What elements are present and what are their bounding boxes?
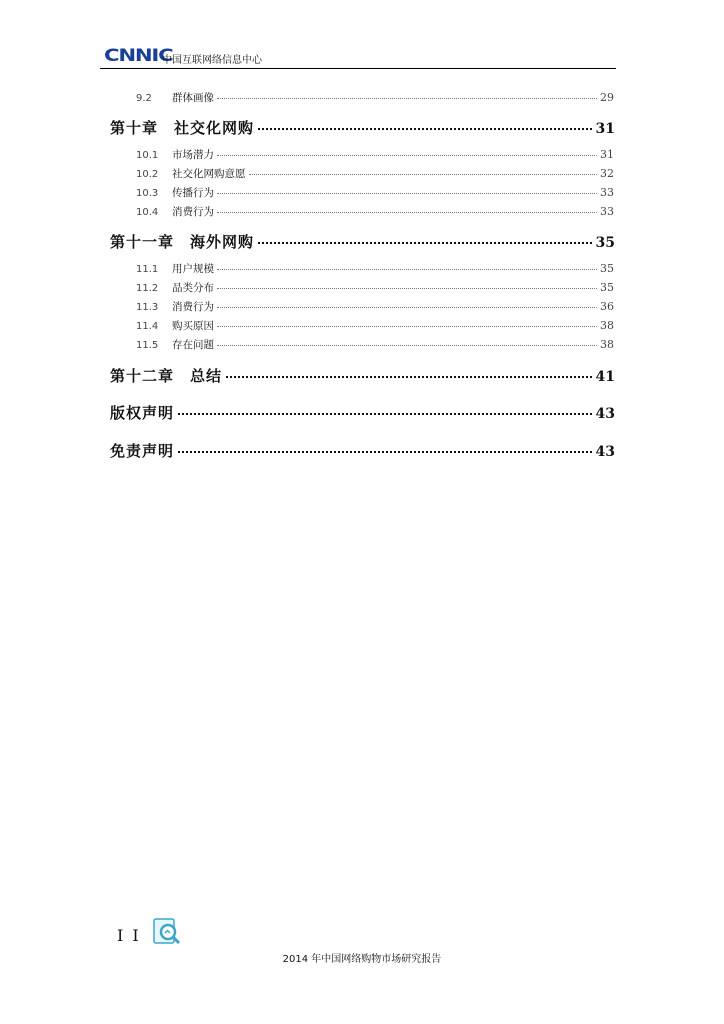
- toc-chapter-page: 31: [595, 121, 615, 137]
- toc-chapter-title: 免责声明: [110, 442, 175, 460]
- leader-dots: [178, 451, 592, 453]
- toc-entry-number: 10.1: [136, 150, 159, 161]
- toc-entry-page: 38: [600, 319, 614, 332]
- toc-entry-number: 9.2: [136, 93, 152, 104]
- toc-entry-page: 35: [600, 281, 614, 294]
- leader-dots: [258, 242, 592, 244]
- toc-entry-number: 11.3: [136, 302, 159, 313]
- toc-entry-title: 用户规模: [172, 263, 214, 275]
- toc-entry-title: 传播行为: [172, 187, 214, 199]
- toc-chapter[interactable]: [110, 231, 615, 253]
- toc-entry-title: 消费行为: [172, 206, 214, 218]
- cnnic-logo: CNNIC: [104, 46, 173, 66]
- toc-chapter-page: 43: [595, 406, 615, 422]
- leader-dots: [217, 155, 597, 156]
- leader-dots: [217, 307, 597, 308]
- toc-entry-number: 10.4: [136, 207, 159, 218]
- magnifier-report-icon: [153, 918, 181, 946]
- toc-entry-number: 11.2: [136, 283, 159, 294]
- leader-dots: [217, 269, 597, 270]
- header-rule: [100, 68, 616, 69]
- toc-chapter-title: 第十章 社交化网购: [110, 119, 255, 137]
- toc-entry-page: 33: [600, 186, 614, 199]
- toc-entry-page: 32: [600, 167, 614, 180]
- toc-entry[interactable]: [136, 204, 614, 220]
- toc-chapter[interactable]: [110, 117, 615, 139]
- toc-entry-number: 11.5: [136, 340, 159, 351]
- header-org-name: 中国互联网络信息中心: [162, 55, 262, 66]
- leader-dots: [217, 193, 597, 194]
- toc-entry[interactable]: [136, 337, 614, 353]
- toc-chapter[interactable]: [110, 402, 615, 424]
- toc-entry-title: 群体画像: [172, 92, 214, 104]
- toc-entry-page: 29: [600, 91, 614, 104]
- toc-entry-number: 10.3: [136, 188, 159, 199]
- toc-entry-page: 31: [600, 148, 614, 161]
- leader-dots: [178, 413, 592, 415]
- toc-entry-page: 33: [600, 205, 614, 218]
- toc-entry-title: 社交化网购意愿: [172, 168, 246, 180]
- toc-chapter-title: 第十一章 海外网购: [110, 233, 255, 251]
- leader-dots: [258, 128, 592, 130]
- leader-dots: [217, 288, 597, 289]
- toc-entry-title: 存在问题: [172, 339, 214, 351]
- toc-entry-title: 购买原因: [172, 320, 214, 332]
- toc-chapter-page: 35: [595, 235, 615, 251]
- toc-chapter[interactable]: [110, 440, 615, 462]
- toc-entry[interactable]: [136, 318, 614, 334]
- page-number: I I: [117, 926, 141, 945]
- toc-entry-number: 11.4: [136, 321, 159, 332]
- toc-chapter-title: 第十二章 总结: [110, 367, 223, 385]
- toc-entry[interactable]: [136, 90, 614, 106]
- toc-entry-number: 10.2: [136, 169, 159, 180]
- toc-entry-number: 11.1: [136, 264, 159, 275]
- toc-entry[interactable]: [136, 280, 614, 296]
- leader-dots: [217, 212, 597, 213]
- report-title-footer: 2014 年中国网络购物市场研究报告: [282, 954, 442, 965]
- toc-entry[interactable]: [136, 185, 614, 201]
- leader-dots: [217, 98, 597, 99]
- toc-entry-page: 35: [600, 262, 614, 275]
- leader-dots: [226, 376, 592, 378]
- leader-dots: [217, 326, 597, 327]
- leader-dots: [217, 345, 597, 346]
- toc-entry-title: 市场潜力: [172, 149, 214, 161]
- toc-chapter-title: 版权声明: [110, 404, 175, 422]
- toc-entry-title: 消费行为: [172, 301, 214, 313]
- toc-entry-page: 36: [600, 300, 614, 313]
- toc-chapter-page: 41: [595, 369, 615, 385]
- toc-entry[interactable]: [136, 147, 614, 163]
- toc-entry-title: 品类分布: [172, 282, 214, 294]
- toc-entry-page: 38: [600, 338, 614, 351]
- toc-chapter[interactable]: [110, 365, 615, 387]
- toc-chapter-page: 43: [595, 444, 615, 460]
- toc-entry[interactable]: [136, 299, 614, 315]
- toc-entry[interactable]: [136, 166, 614, 182]
- leader-dots: [249, 174, 598, 175]
- page-header: [100, 46, 616, 70]
- toc-entry[interactable]: [136, 261, 614, 277]
